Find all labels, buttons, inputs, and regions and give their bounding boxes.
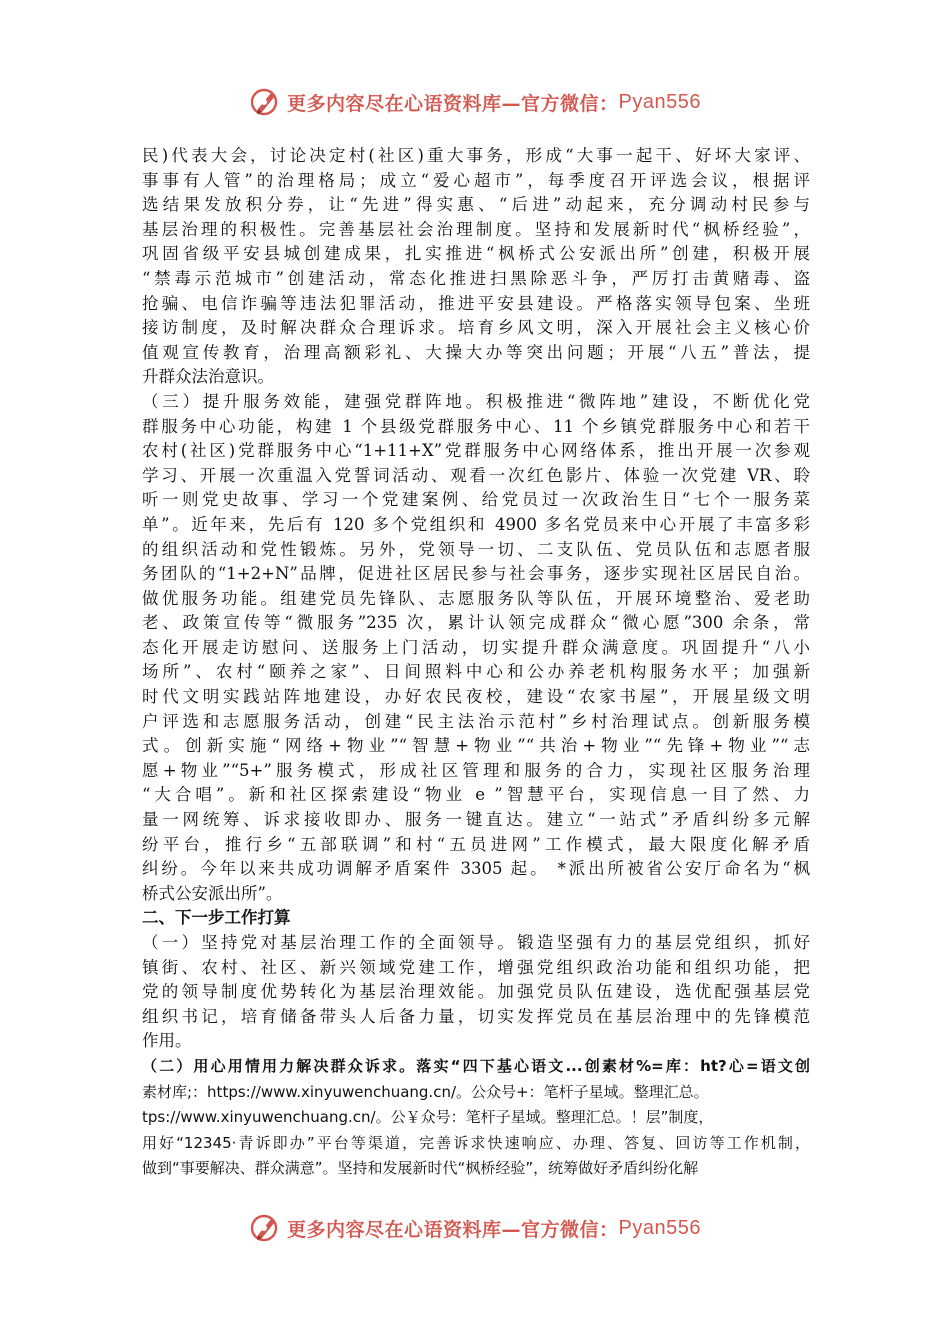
text-line: 基层治理的积极性。完善基层社会治理制度。坚持和发展新时代“枫桥经验”， (142, 219, 810, 239)
watermark-text: 更多内容尽在心语资料库—官方微信： (287, 92, 619, 115)
text-line: 做优服务功能。组建党员先锋队、志愿服务队等队伍，开展环境整治、爱老助 (142, 588, 810, 608)
text-line: 升群众法治意识。 (142, 367, 274, 387)
text-line: 的组织活动和党性锻炼。另外，党领导一切、二支队伍、党员队伍和志愿者服 (142, 539, 810, 559)
text-line: 抢骗、电信诈骗等违法犯罪活动，推进平安县建设。严格落实领导包案、坐班 (142, 293, 810, 313)
paragraph-3 (142, 931, 810, 1054)
text-line: 老、政策宣传等“微服务”235 次，累计认领完成群众“微心愿”300 余条，常 (142, 613, 810, 633)
header-watermark (0, 82, 950, 122)
text-line: 接访制度，及时解决群众合理诉求。培育乡风文明，深入开展社会主义核心价 (142, 318, 810, 338)
text-line: 场所”、农村“颐养之家”、日间照料中心和公办养老机构服务水平；加强新 (142, 662, 810, 682)
text-line: （三）提升服务效能，建强党群阵地。积极推进“微阵地”建设，不断优化党 (142, 391, 810, 411)
watermark-handle: Pyan556 (618, 90, 701, 113)
text-line: 素材库;：https://www.xinyuwenchuang.cn/。公众号+：笔杆子星域。整理汇总。 (142, 1082, 709, 1101)
text-line: 纷平台，推行乡“五部联调”和村“五员进网”工作模式，最大限度化解矛盾 (142, 834, 810, 854)
text-line: 量一网统筹、诉求接收即办、服务一键直达。建立“一站式”矛盾纠纷多元解 (142, 810, 810, 830)
text-line: 巩固省级平安县城创建成果，扎实推进“枫桥式公安派出所”创建，积极开展 (142, 244, 810, 264)
text-line: 时代文明实践站阵地建设，办好农民夜校，建设“农家书屋”，开展星级文明 (142, 687, 810, 707)
pen-logo-icon (249, 86, 281, 118)
text-line: 单”。近年来，先后有 120 多个党组织和 4900 多名党员来中心开展了丰富多彩 (142, 514, 810, 534)
text-line: 选结果发放积分券，让“先进”得实惠、“后进”动起来，充分调动村民参与 (142, 195, 810, 215)
watermark-text: 更多内容尽在心语资料库—官方微信： (287, 1218, 619, 1241)
text-line: 党的领导制度优势转化为基层治理效能。加强党员队伍建设，选优配强基层党 (142, 982, 810, 1002)
text-line: 农村(社区)党群服务中心“1+11+X”党群服务中心网络体系，推出开展一次参观 (142, 441, 810, 461)
text-line: “大合唱”。新和社区探索建设“物业 e ”智慧平台，实现信息一目了然、力 (142, 785, 810, 805)
text-line: “禁毒示范城市”创建活动，常态化推进扫黑除恶斗争，严厉打击黄赌毒、盗 (142, 268, 810, 288)
text-line: 听一则党史故事、学习一个党建案例、给党员过一次政治生日“七个一服务菜 (142, 490, 810, 510)
pen-logo-icon (249, 1212, 281, 1244)
text-line: tps://www.xinyuwenchuang.cn/。公￥众号：笔杆子星域。整理汇总。！层”制度， (142, 1108, 714, 1127)
text-line: 群服务中心功能，构建 1 个县级党群服务中心、11 个乡镇党群服务中心和若干 (142, 416, 810, 436)
text-line: 作用。 (142, 1031, 192, 1051)
footer-watermark (0, 1208, 950, 1248)
section-heading: 二、下一步工作打算 (142, 908, 291, 928)
text-line: 做到“事要解决、群众满意”。坚持和发展新时代“枫桥经验”，统筹做好矛盾纠纷化解 (142, 1159, 699, 1178)
text-line: （一）坚持党对基层治理工作的全面领导。锻造坚强有力的基层党组织，抓好 (142, 933, 810, 952)
text-line: 式。创新实施“网络+物业”“智慧+物业”“共治+物业”“先锋+物业”“志 (142, 736, 810, 756)
text-line: 事事有人管”的治理格局；成立“爱心超市”，每季度召开评选会议，根据评 (142, 170, 810, 190)
text-line: 纠纷。今年以来共成功调解矛盾案件 3305 起。 *派出所被省公安厅命名为“枫 (142, 859, 810, 879)
text-line: 户评选和志愿服务活动，创建“民主法治示范村”乡村治理试点。创新服务模 (142, 711, 810, 731)
paragraph-1 (142, 144, 810, 390)
text-line: 用好“12345·青诉即办”平台等渠道，完善诉求快速响应、办理、答复、回访等工作机制， (142, 1133, 810, 1152)
text-line: 态化开展走访慰问、送服务上门活动，切实提升群众满意度。巩固提升“八小 (142, 637, 810, 657)
paragraph-4 (142, 1054, 810, 1182)
text-line: 愿+物业”“5+”服务模式，形成社区管理和服务的合力，实现社区服务治理 (142, 760, 810, 780)
text-line: 学习、开展一次重温入党誓词活动、观看一次红色影片、体验一次党建 VR、聆 (142, 465, 810, 485)
text-line: 值观宣传教育，治理高额彩礼、大操大办等突出问题；开展“八五”普法，提 (142, 342, 810, 362)
text-line: 镇街、农村、社区、新兴领域党建工作，增强党组织政治功能和组织功能，把 (142, 957, 810, 977)
text-line: （二）用心用情用力解决群众诉求。落实“四下基心语文...创素材%=库：ht?心=语文创 (142, 1056, 810, 1075)
watermark-handle: Pyan556 (618, 1216, 701, 1239)
text-line: 民)代表大会，讨论决定村(社区)重大事务，形成“大事一起干、好坏大家评、 (142, 146, 810, 165)
text-line: 桥式公安派出所”。 (142, 883, 283, 903)
text-line: 组织书记，培育储备带头人后备力量，切实发挥党员在基层治理中的先锋模范 (142, 1006, 810, 1026)
paragraph-2 (142, 390, 810, 906)
text-line: 务团队的“1+2+N”品牌，促进社区居民参与社会事务，逐步实现社区居民自治。 (142, 564, 810, 584)
document-body (142, 144, 810, 1182)
